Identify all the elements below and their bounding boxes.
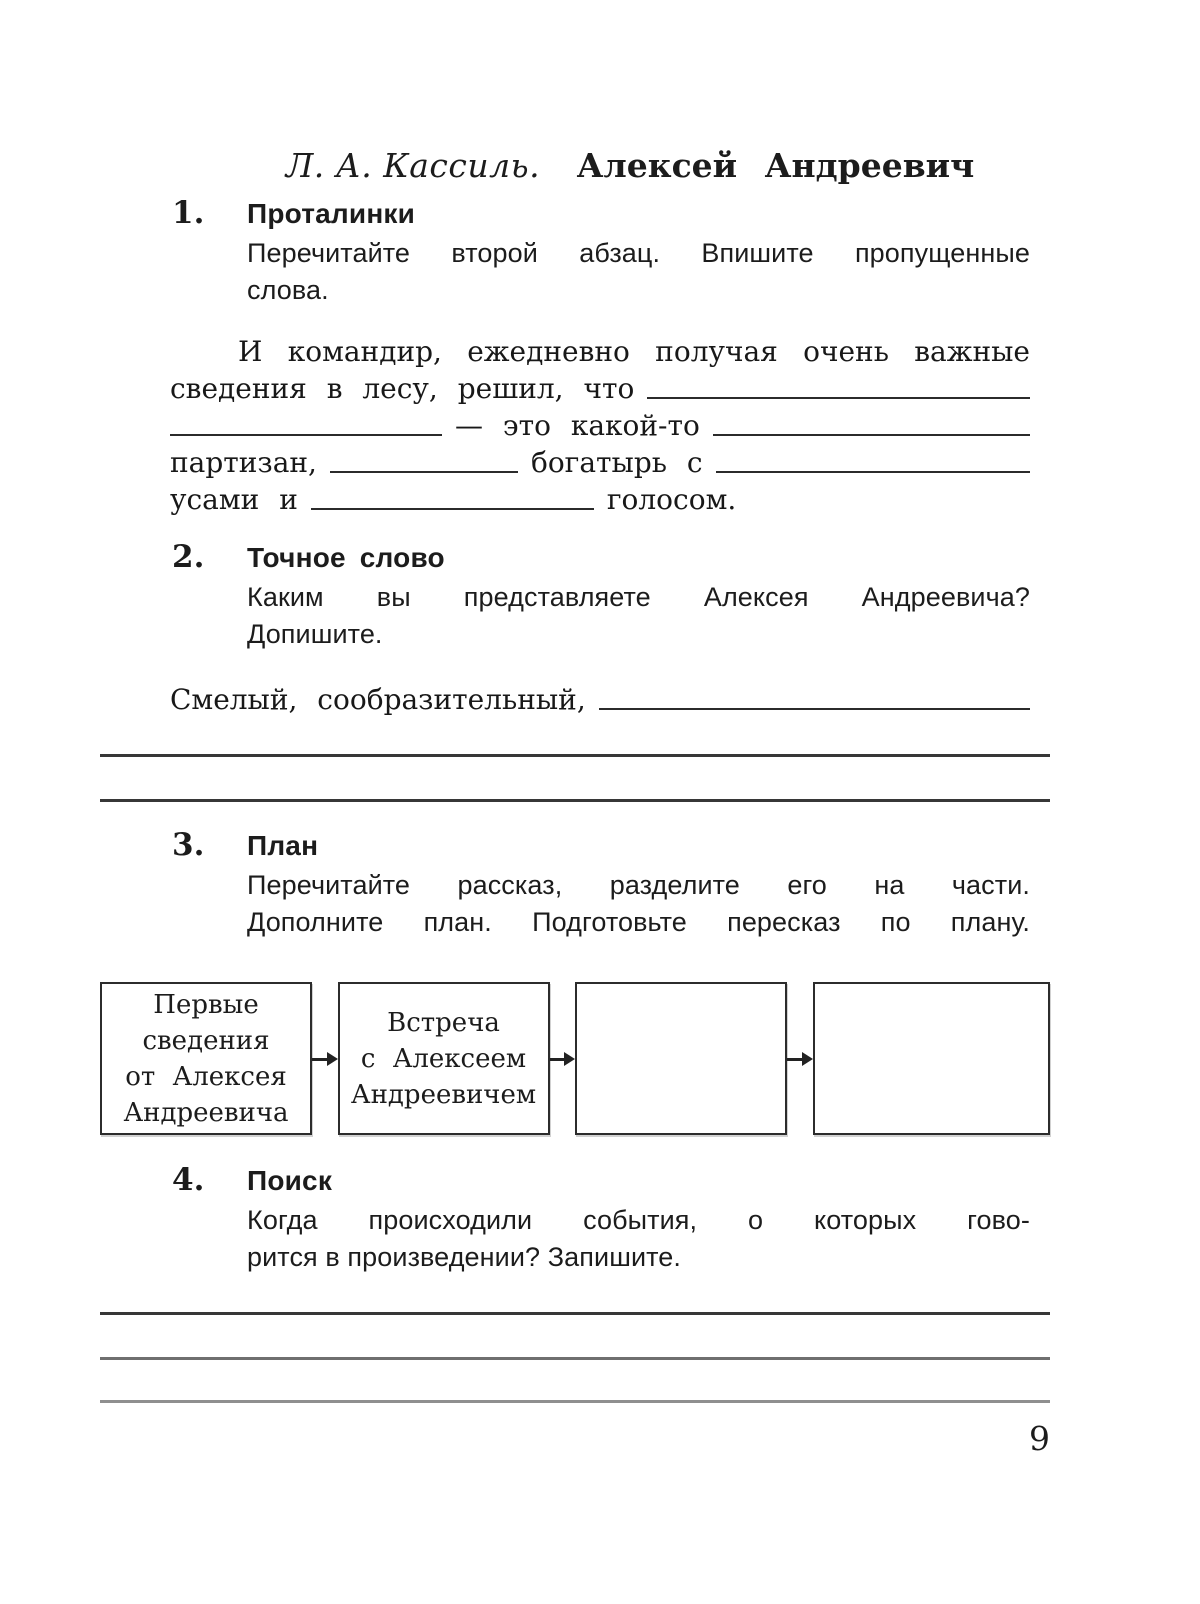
arrow-right-icon bbox=[550, 982, 576, 1135]
paragraph-line: И командир, ежедневно получая очень важные bbox=[238, 335, 1030, 368]
plan-box-3-empty[interactable] bbox=[575, 982, 787, 1135]
section-1-number: 1. bbox=[172, 195, 205, 231]
fill-in-blank[interactable] bbox=[713, 433, 1030, 436]
fill-in-blank[interactable] bbox=[311, 507, 594, 510]
arrow-right-icon bbox=[787, 982, 813, 1135]
section-1-header bbox=[172, 196, 1050, 231]
instruction-line: Дополните план. Подготовьте пересказ по плану. bbox=[247, 907, 1030, 937]
plan-box-2: Встреча с Алексеем Андреевичем bbox=[338, 982, 550, 1135]
section-1-instructions bbox=[247, 235, 1030, 309]
section-3-instructions bbox=[247, 867, 1030, 941]
section-4-number: 4. bbox=[172, 1162, 205, 1198]
paragraph-line: — это какой-то bbox=[170, 407, 1030, 444]
answer-line[interactable] bbox=[100, 799, 1050, 802]
section-4-header bbox=[172, 1163, 1050, 1198]
section-4-title: Поиск bbox=[247, 1165, 333, 1196]
instruction-line: Перечитайте рассказ, разделите его на части. bbox=[247, 870, 1030, 900]
arrow-right-icon bbox=[312, 982, 338, 1135]
instruction-line: Перечитайте второй абзац. Впишите пропущенные bbox=[247, 238, 1030, 268]
answer-prefix: Смелый, сообразительный, bbox=[170, 683, 586, 716]
section-2-instructions bbox=[247, 579, 1030, 653]
fill-in-blank[interactable] bbox=[599, 707, 1030, 710]
instruction-line: рится в произведении? Запишите. bbox=[247, 1242, 682, 1272]
exact-word-answer bbox=[170, 681, 1030, 718]
page-title bbox=[100, 146, 1050, 186]
answer-line[interactable] bbox=[100, 1312, 1050, 1315]
fill-in-blank[interactable] bbox=[330, 470, 518, 473]
plan-flowchart bbox=[100, 982, 1050, 1135]
title-author: Л. А. Кассиль. bbox=[285, 146, 541, 185]
title-work: Алексей Андреевич bbox=[576, 146, 975, 185]
fill-in-blank[interactable] bbox=[170, 433, 442, 436]
instruction-line: Допишите. bbox=[247, 619, 383, 649]
instruction-line: слова. bbox=[247, 275, 329, 305]
page-number: 9 bbox=[1029, 1419, 1050, 1458]
section-2-header bbox=[172, 540, 1050, 575]
answer-line[interactable] bbox=[100, 754, 1050, 757]
plan-box-4-empty[interactable] bbox=[813, 982, 1051, 1135]
instruction-line: Когда происходили события, о которых гово- bbox=[247, 1205, 1030, 1235]
section-1-title: Проталинки bbox=[247, 198, 416, 229]
fill-in-blank[interactable] bbox=[647, 396, 1030, 399]
paragraph-line: усами и голосом. bbox=[170, 483, 737, 516]
section-3-title: План bbox=[247, 830, 319, 861]
fill-in-paragraph bbox=[170, 333, 1030, 518]
paragraph-line: сведения в лесу, решил, что bbox=[170, 370, 1030, 407]
section-2-number: 2. bbox=[172, 539, 205, 575]
answer-line[interactable] bbox=[100, 1357, 1050, 1360]
instruction-line: Каким вы представляете Алексея Андреевича? bbox=[247, 582, 1030, 612]
paragraph-line: партизан, богатырь с bbox=[170, 444, 1030, 481]
section-3-header bbox=[172, 828, 1050, 863]
section-2-title: Точное слово bbox=[247, 542, 445, 573]
answer-line[interactable] bbox=[100, 1400, 1050, 1403]
section-4-instructions bbox=[247, 1202, 1030, 1276]
plan-box-1: Первые сведения от Алексея Андреевича bbox=[100, 982, 312, 1135]
section-3-number: 3. bbox=[172, 827, 205, 863]
fill-in-blank[interactable] bbox=[716, 470, 1030, 473]
